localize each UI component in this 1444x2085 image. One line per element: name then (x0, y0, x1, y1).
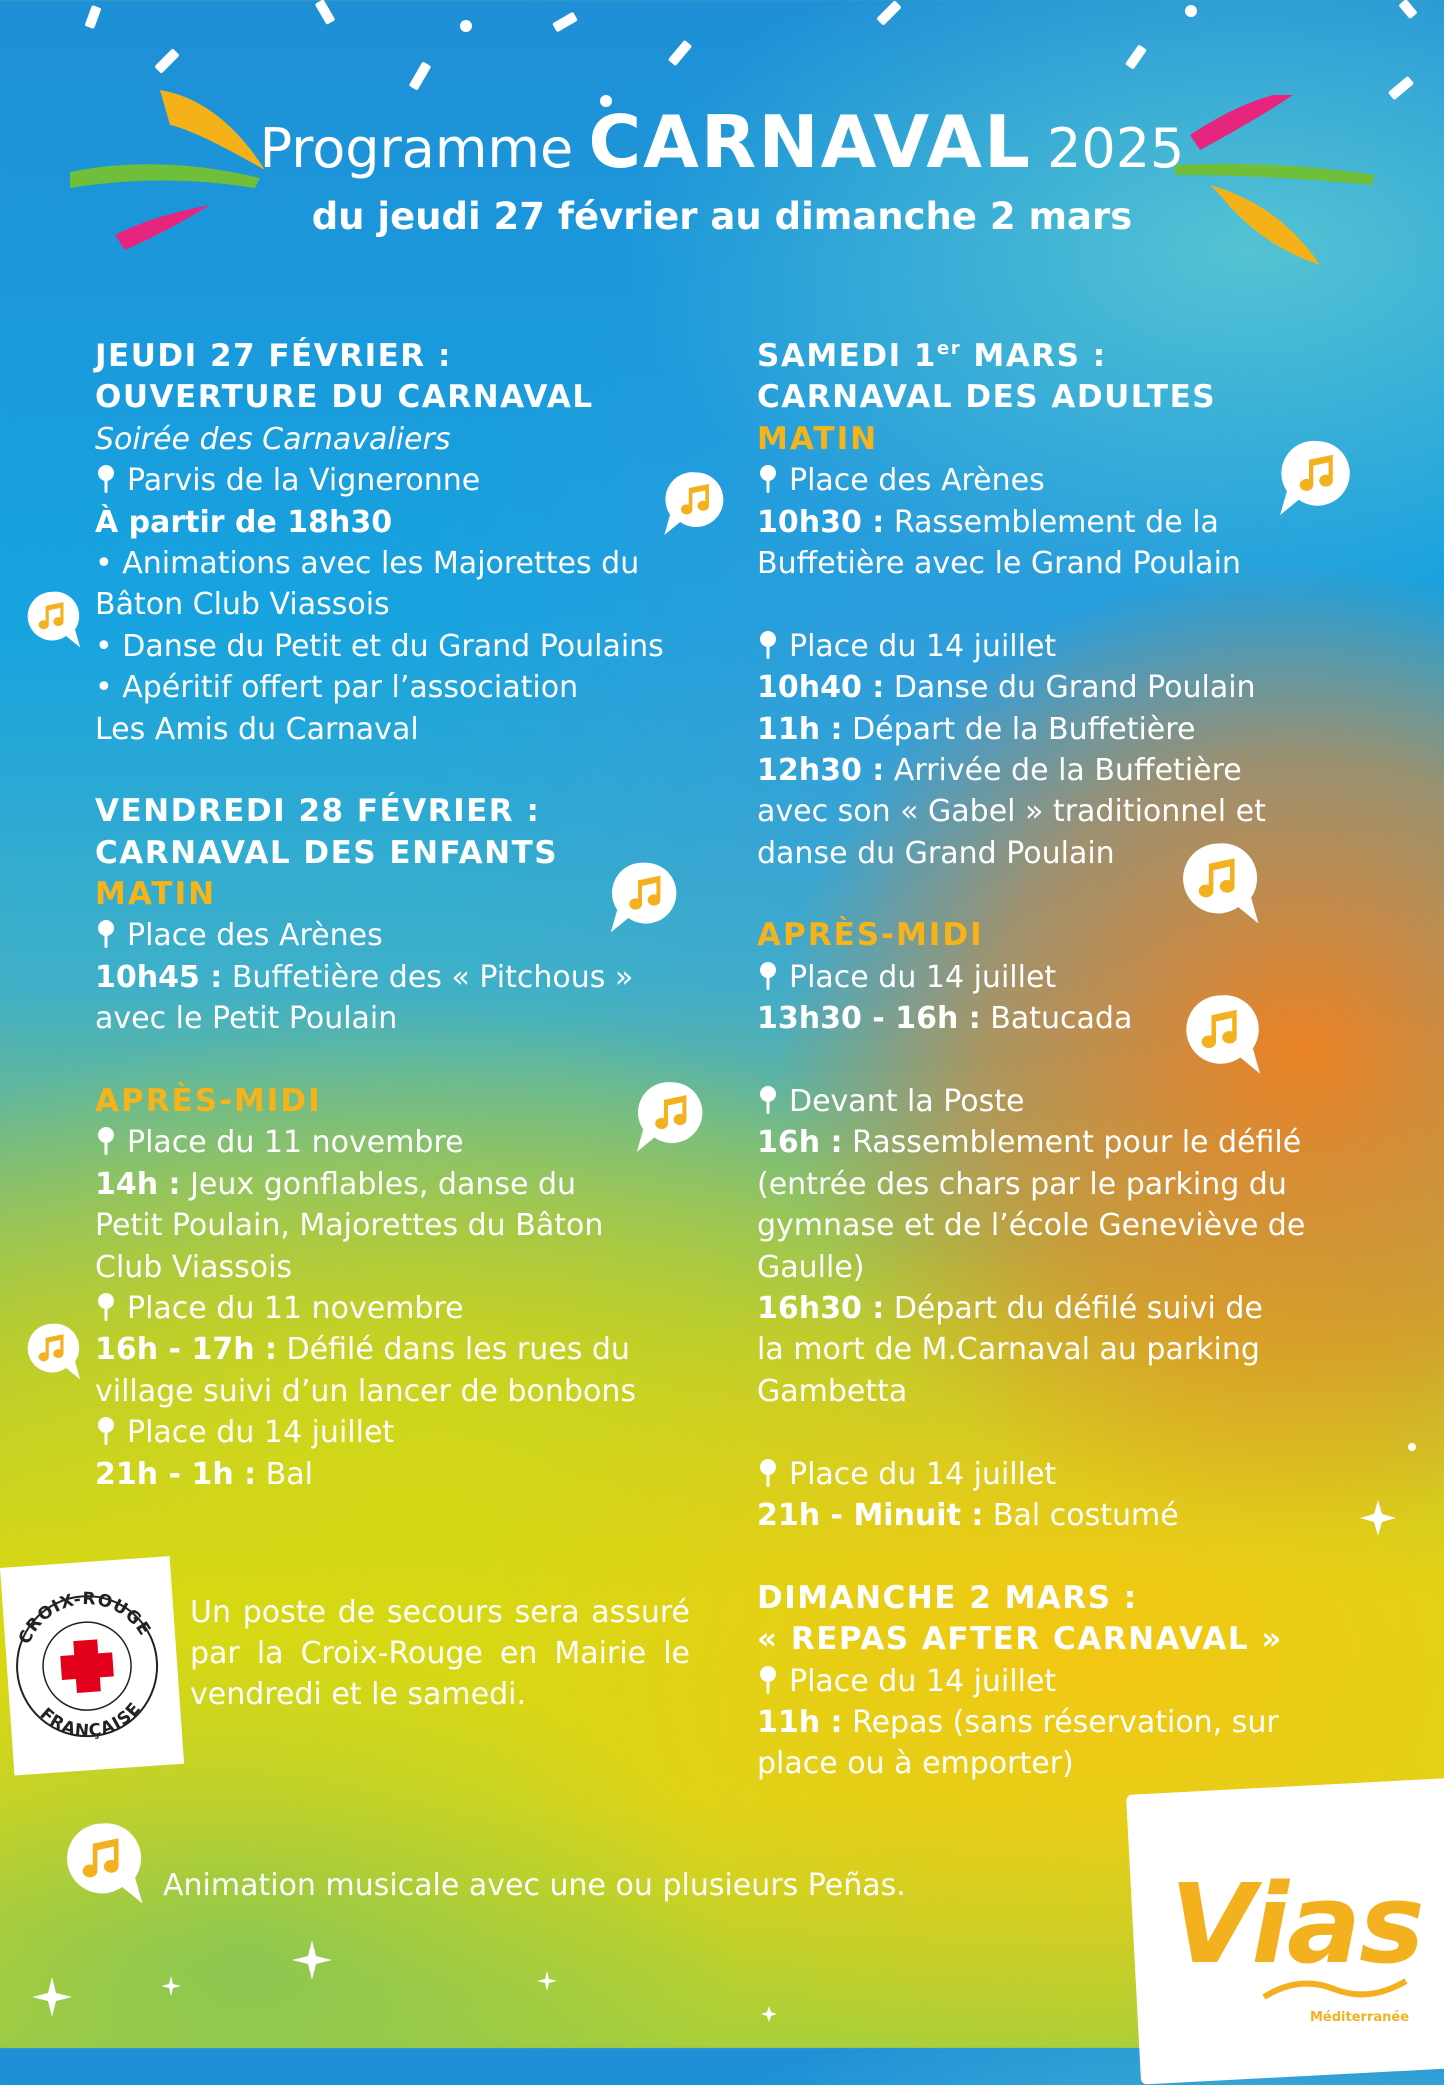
location: Parvis de la Vigneronne (127, 463, 481, 499)
time: 13h30 - 16h : (757, 1001, 981, 1037)
activity-line: Bâton Club Viassois (95, 587, 390, 623)
activity-line: • Animations avec les Majorettes du (95, 545, 640, 581)
apres-midi-label: APRÈS-MIDI (95, 1083, 322, 1120)
activity-line: (entrée des chars par le parking du (757, 1166, 1287, 1202)
star-icon (30, 1975, 74, 2019)
activity-line: Buffetière avec le Grand Poulain (757, 545, 1241, 581)
svg-text:FRANÇAISE (35, 1698, 147, 1746)
wave-icon (1260, 1975, 1410, 2005)
title-prefix: Programme (259, 117, 574, 180)
samedi-heading-text-2: MARS : (961, 338, 1107, 374)
music-bubble-icon (660, 468, 732, 540)
star-icon (536, 1970, 558, 1992)
pin-icon (95, 1126, 117, 1156)
croix-rouge-badge (0, 1556, 184, 1775)
star-icon (760, 2005, 778, 2023)
pin-icon (757, 1085, 779, 1115)
dimanche-heading-2: « REPAS AFTER CARNAVAL » (757, 1621, 1283, 1658)
music-bubble-icon (1172, 838, 1264, 930)
location: Place du 11 novembre (127, 1125, 464, 1161)
pin-icon (757, 1665, 779, 1695)
star-icon (290, 1938, 334, 1982)
location: Place du 14 juillet (789, 628, 1057, 664)
activity: Repas (sans réservation, sur (842, 1704, 1279, 1740)
activity: Buffetière des « Pitchous » (222, 959, 634, 995)
samedi-heading-text: SAMEDI 1 (757, 338, 937, 374)
music-bubble-icon (1275, 436, 1360, 521)
time: 10h40 : (757, 670, 885, 706)
title-year: 2025 (1046, 117, 1185, 180)
activity-line: • Danse du Petit et du Grand Poulains (95, 628, 664, 664)
activity-line: • Apéritif offert par l’association (95, 670, 579, 706)
music-bubble-icon (20, 588, 84, 652)
apres-midi-label: APRÈS-MIDI (757, 917, 984, 954)
time: 11h : (757, 711, 843, 747)
activity-line: danse du Grand Poulain (757, 835, 1115, 871)
right-column (757, 336, 1397, 1785)
samedi-heading-2: CARNAVAL DES ADULTES (757, 379, 1217, 416)
croix-rouge-ring-top: CROIX-ROUGE (14, 1588, 155, 1648)
pin-icon (757, 961, 779, 991)
vendredi-heading: VENDREDI 28 FÉVRIER : (95, 793, 541, 830)
jeudi-heading: JEUDI 27 FÉVRIER : (95, 338, 452, 374)
activity: Départ du défilé suivi de (884, 1290, 1263, 1326)
music-bubble-icon (1168, 990, 1273, 1080)
activity-line: la mort de M.Carnaval au parking (757, 1332, 1260, 1368)
time: 10h45 : (95, 959, 223, 995)
pin-icon (757, 630, 779, 660)
location: Devant la Poste (789, 1084, 1025, 1120)
time: 16h : (757, 1125, 843, 1161)
ordinal-sup: er (936, 338, 962, 359)
matin-label: MATIN (757, 420, 879, 457)
time: 16h - 17h : (95, 1332, 277, 1368)
vendredi-heading-2: CARNAVAL DES ENFANTS (95, 834, 559, 871)
activity-line: village suivi d’un lancer de bonbons (95, 1373, 636, 1409)
location: Place du 14 juillet (789, 1456, 1057, 1492)
pin-icon (757, 464, 779, 494)
activity: Bal costumé (983, 1497, 1179, 1533)
vias-logo: Vias (1170, 1860, 1423, 1988)
time: 16h30 : (757, 1290, 885, 1326)
location: Place du 14 juillet (127, 1415, 395, 1451)
pin-icon (95, 464, 117, 494)
samedi-heading (757, 336, 1397, 377)
activity-line: place ou à emporter) (757, 1746, 1074, 1782)
music-bubble-icon (632, 1075, 712, 1160)
croix-rouge-ring-bottom: FRANÇAISE (35, 1698, 146, 1742)
time: 14h : (95, 1166, 181, 1202)
pin-icon (95, 1292, 117, 1322)
jeudi-heading-2: OUVERTURE DU CARNAVAL (95, 379, 594, 416)
page-subtitle: du jeudi 27 février au dimanche 2 mars (311, 195, 1133, 238)
activity: Danse du Grand Poulain (884, 670, 1256, 706)
time: À partir de 18h30 (95, 504, 393, 540)
activity: Défilé dans les rues du (277, 1332, 630, 1368)
location: Place du 14 juillet (789, 959, 1057, 995)
matin-label: MATIN (95, 876, 217, 913)
activity: Départ de la Buffetière (842, 711, 1196, 747)
vias-logo-sub: Méditerranée (1310, 2010, 1410, 2025)
secours-text: Un poste de secours sera assuré par la Croix-Rouge en Mairie le vendredi et le samedi. (190, 1595, 690, 1712)
activity: Bal (256, 1456, 313, 1492)
activity: Rassemblement de la (884, 504, 1219, 540)
location: Place du 11 novembre (127, 1290, 464, 1326)
activity-line: Petit Poulain, Majorettes du Bâton (95, 1208, 604, 1244)
activity-line: avec son « Gabel » traditionnel et (757, 794, 1266, 830)
time: 10h30 : (757, 504, 885, 540)
location: Place du 14 juillet (789, 1663, 1057, 1699)
activity: Batucada (980, 1001, 1133, 1037)
pin-icon (757, 1458, 779, 1488)
location: Place des Arènes (127, 918, 383, 954)
page-title (0, 100, 1444, 184)
activity: Arrivée de la Buffetière (884, 752, 1242, 788)
activity-line: avec le Petit Poulain (95, 1001, 398, 1037)
title-main: CARNAVAL (588, 100, 1032, 184)
activity-line: Les Amis du Carnaval (95, 711, 419, 747)
star-icon (160, 1975, 182, 1997)
time: 11h : (757, 1704, 843, 1740)
location: Place des Arènes (789, 463, 1045, 499)
activity-line: Gambetta (757, 1373, 908, 1409)
activity-line: gymnase et de l’école Geneviève de (757, 1208, 1306, 1244)
svg-text:CROIX-ROUGE (12, 1584, 156, 1648)
dimanche-heading: DIMANCHE 2 MARS : (757, 1579, 1138, 1616)
music-bubble-icon (20, 1320, 84, 1384)
music-bubble-icon (606, 858, 686, 938)
time: 21h - 1h : (95, 1456, 257, 1492)
time: 12h30 : (757, 752, 885, 788)
footer-note: Animation musicale avec une ou plusieurs Peñas. (163, 1868, 906, 1903)
activity-line: Gaulle) (757, 1249, 865, 1285)
music-bubble-icon (56, 1818, 148, 1910)
jeudi-subtitle: Soirée des Carnavaliers (95, 421, 451, 457)
activity: Jeux gonflables, danse du (180, 1166, 577, 1202)
time: 21h - Minuit : (757, 1497, 984, 1533)
activity-line: Club Viassois (95, 1249, 293, 1285)
pin-icon (95, 1416, 117, 1446)
activity: Rassemblement pour le défilé (842, 1125, 1302, 1161)
pin-icon (95, 919, 117, 949)
star-icon (1358, 1498, 1398, 1538)
